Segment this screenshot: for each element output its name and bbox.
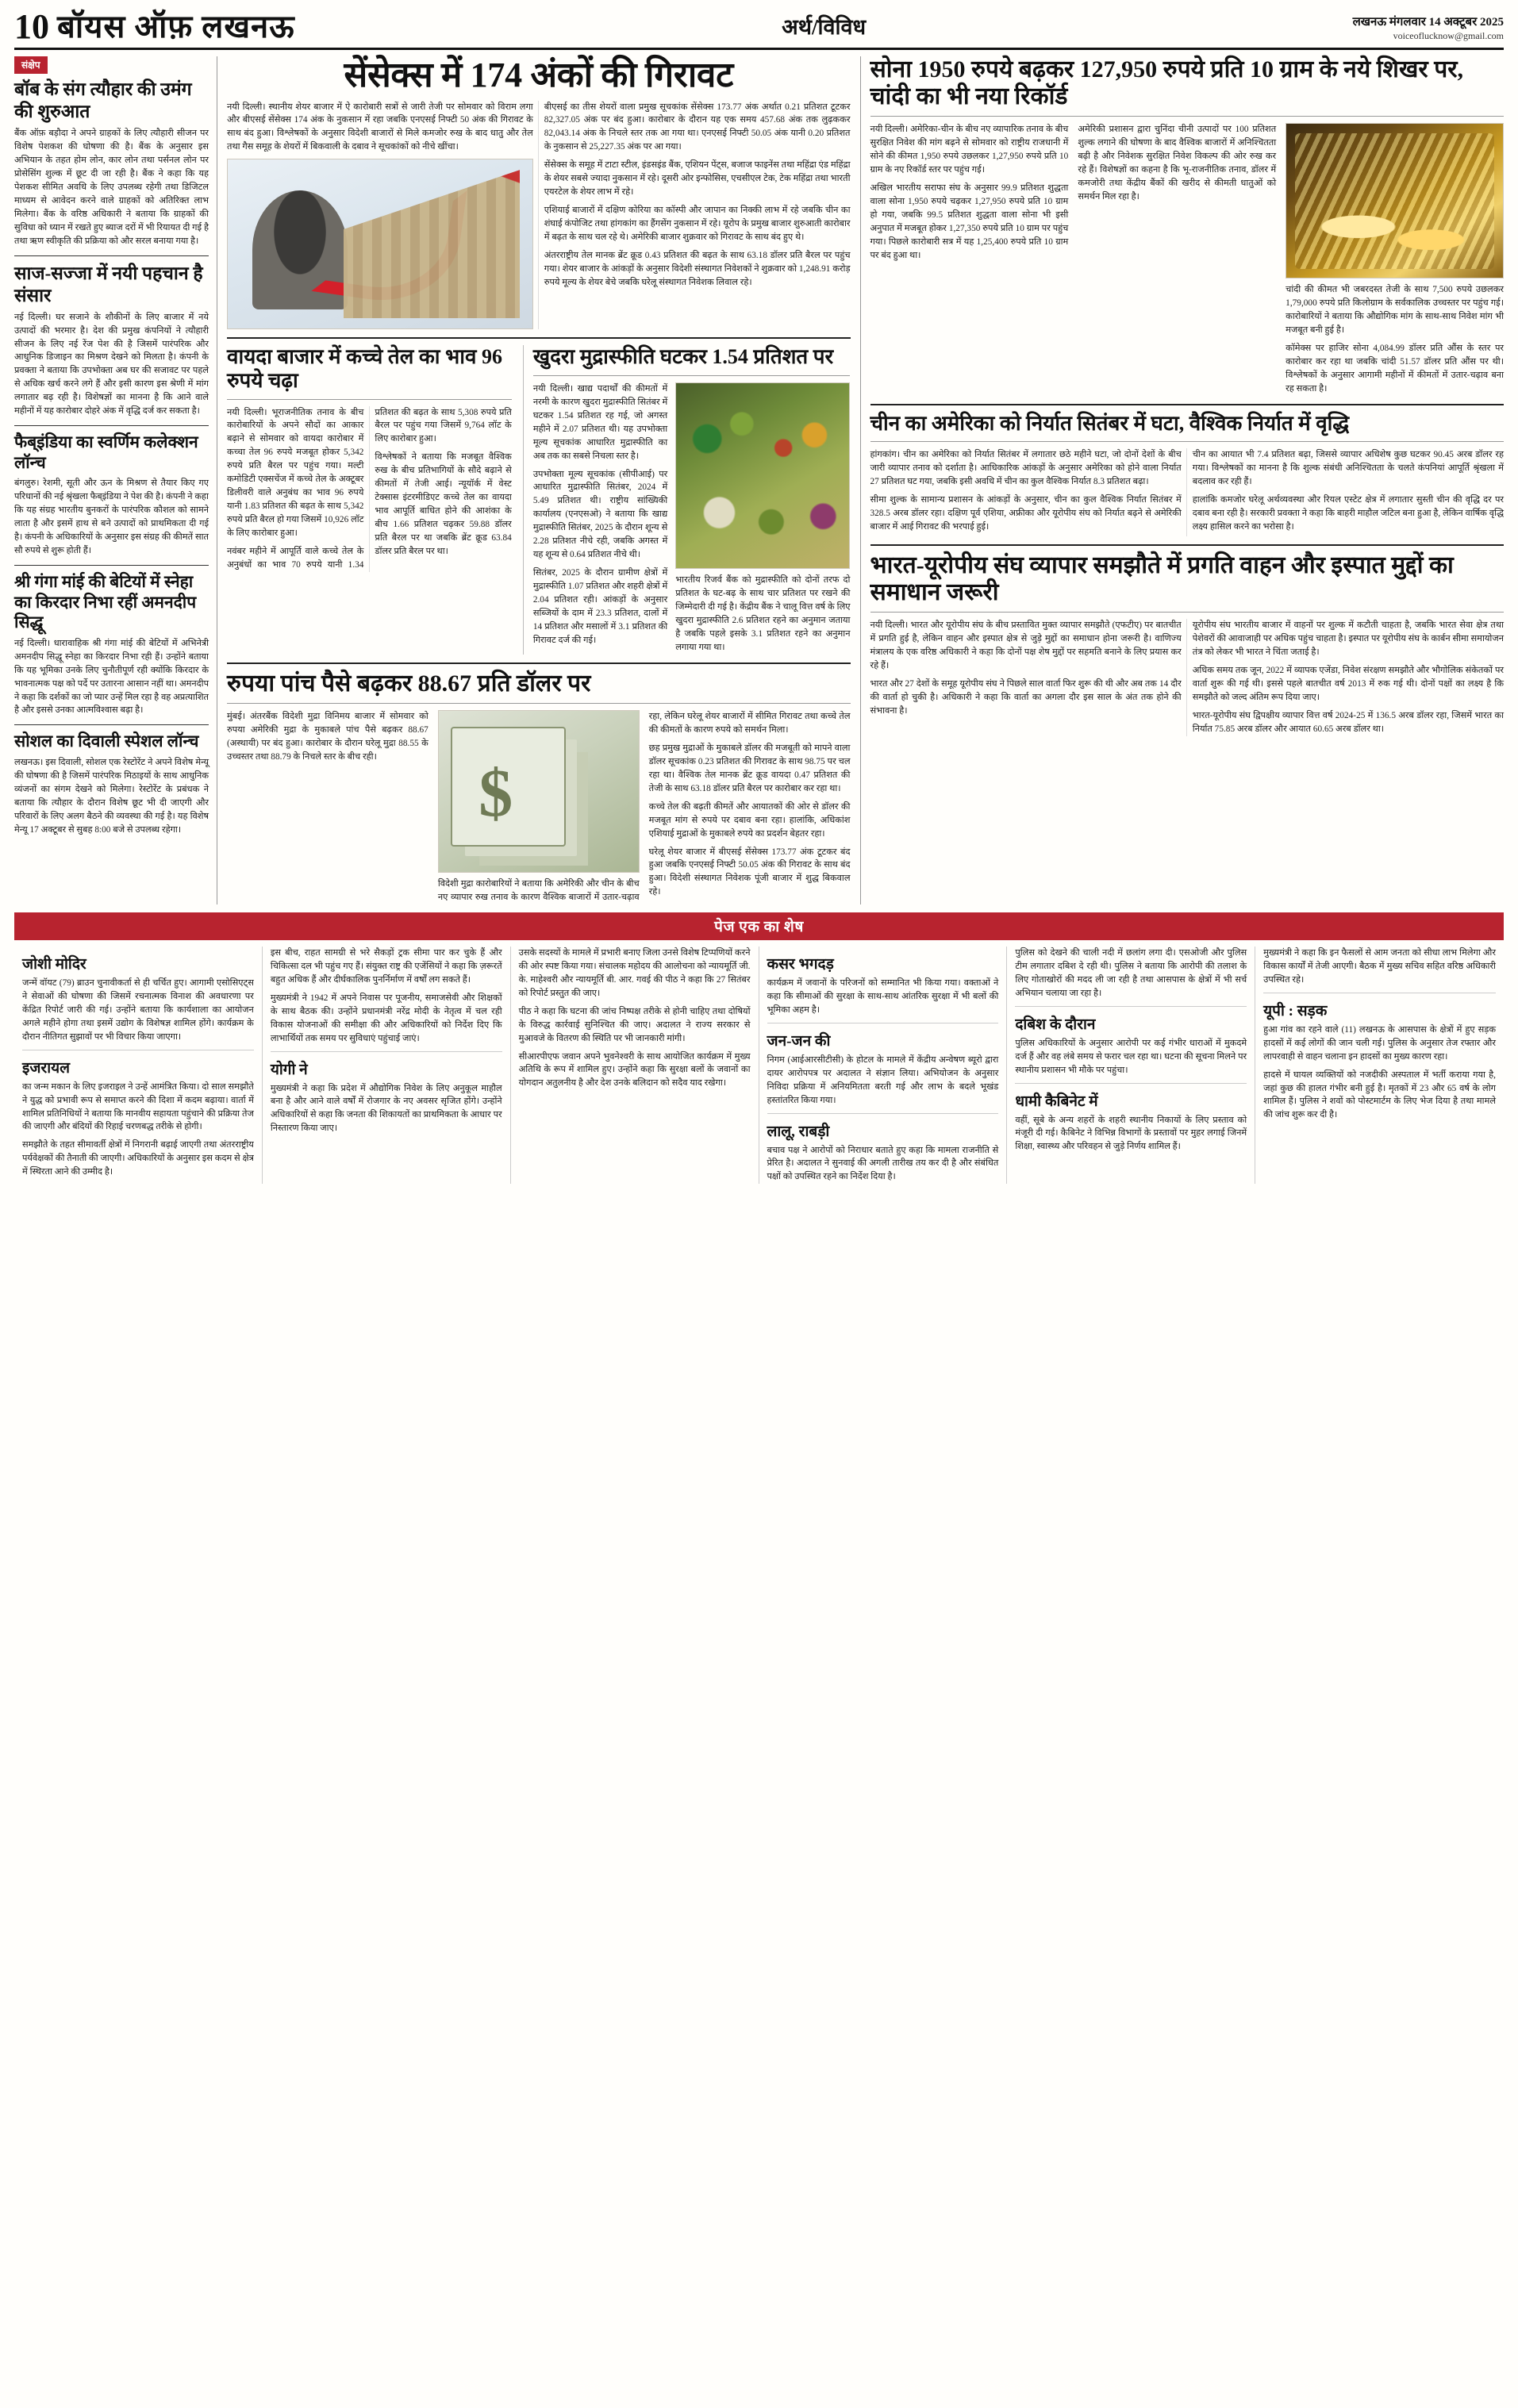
paragraph: इस बीच, राहत सामग्री से भरे सैकड़ों ट्रक सीमा पार कर चुके हैं और चिकित्सा दल भी पहुंच गए हैं। संयुक्त राष्ट्र की एजेंसियों ने कहा कि ज़रूरतें बहुत अधिक हैं और दीर्घकालिक पुनर्निर्माण में वर्षों लग सकते हैं। [270,947,502,985]
paragraph: छह प्रमुख मुद्राओं के मुकाबले डॉलर की मजबूती को मापने वाला डॉलर सूचकांक 0.23 प्रतिशत की गिरावट के साथ 98.75 पर चल रहा था। वैश्विक तेल मानक ब्रेंट क्रूड वायदा 0.47 प्रतिशत की तेजी के साथ 63.18 डॉलर प्रति बैरल पर कारोबार कर रहा था। [648,743,851,793]
jump-col-6 [1255,947,1504,1184]
paragraph: चीन का आयात भी 7.4 प्रतिशत बढ़ा, जिससे व्यापार अधिशेष कुछ घटकर 90.45 अरब डॉलर रह गया। विश्लेषकों का मानना है कि शुल्क संबंधी अनिश्चितता के चलते कंपनियां आपूर्ति श्रृंखला में बदलाव कर रही हैं। [1192,450,1504,487]
story-body [870,619,1505,736]
paragraph: नयी दिल्ली। अमेरिका-चीन के बीच नए व्यापारिक तनाव के बीच सुरक्षित निवेश की मांग बढ़ने से सोमवार को राष्ट्रीय राजधानी में सोने की कीमत 1,950 रुपये उछलकर 1,27,950 रुपये प्रति 10 ग्राम के नए रिकॉर्ड स्तर पर पहुंच गई। [870,125,1069,175]
paragraph: मुख्यमंत्री ने कहा कि प्रदेश में औद्योगिक निवेश के लिए अनुकूल माहौल बना है और आने वाले वर्षों में रोजगार के नए अवसर सृजित होंगे। उन्होंने अधिकारियों से कहा कि जनता की शिकायतों का प्राथमिकता के आधार पर निस्तारण किया जाए। [270,1083,502,1134]
paragraph: कार्यक्रम में जवानों के परिजनों को सम्मानित भी किया गया। वक्ताओं ने कहा कि सीमाओं की सुरक्षा के साथ-साथ आंतरिक सुरक्षा में भी बलों की भूमिका अहम है। [767,977,999,1015]
gold-jewellery-photo [1285,123,1504,278]
paragraph: मुख्यमंत्री ने कहा कि इन फैसलों से आम जनता को सीधा लाभ मिलेगा और विकास कार्यों में तेजी आएगी। बैठक में मुख्य सचिव सहित वरिष्ठ अधिकारी उपस्थित रहे। [1263,947,1496,985]
divider [533,375,851,376]
sidebar-item-body: नई दिल्ली। घर सजाने के शौकीनों के लिए बाजार में नये उत्पादों की भरमार है। देश की प्रमुख कंपनियों ने त्यौहारी सीजन के लिए नई रेंज पेश की है जिसमें पारंपरिक और आधुनिक डिजाइन का मिश्रण देखने को मिलता है। कंपनी के प्रवक्ता ने बताया कि उपभोक्ता अब घर की सजावट पर पहले से अधिक खर्च करने लगे हैं और इसी कारण इस श्रेणी में मांग लगातार बढ़ रही है। विशेषज्ञों का मानना है कि आने वाले महीनों में यह कारोबार दोहरे अंक में वृद्धि दर्ज कर सकता है। [14,312,209,417]
brief-headline: जोशी मोदिर [22,955,86,973]
paragraph: नयी दिल्ली। स्थानीय शेयर बाजार में ऐ कारोबारी सत्रों से जारी तेजी पर सोमवार को विराम लगा और बीएसई सेंसेक्स 174 अंक के नुकसान में रहा जबकि एनएसई निफ्टी 50 अंक की गिरावट के साथ बंद हुआ। विश्लेषकों के अनुसार विदेशी बाजारों से मिले कमजोर रुख के बाद धातु और तेल तथा गैस समूह के शेयरों में बिकवाली के दबाव ने सूचकांकों को नीचे खींचा। [227,102,533,152]
story-inflation [523,345,851,654]
divider [227,399,512,400]
center-column [217,56,861,904]
paragraph: जन्में वॉयट (79) ब्राउन चुनावीकर्ता से ही चर्चित हुए। आगामी एसोसिएट्स ने सेवाओं की घोषणा की जिसमें रचनात्मक विनाश की अवधारणा पर केंद्रित रिपोर्ट जारी की गई। उन्होंने बताया कि कार्यशाला का आयोजन अगले महीने होगा तथा इसमें उद्योग के विशेषज्ञ शामिल होंगे। कार्यक्रम के दौरान नीतिगत सुझावों पर भी विचार किया जाएगा। [22,977,254,1042]
paragraph: चांदी की कीमत भी जबरदस्त तेजी के साथ 7,500 रुपये उछलकर 1,79,000 रुपये प्रति किलोग्राम के सर्वकालिक उच्चस्तर पर पहुंच गई। कारोबारियों ने बताया कि औद्योगिक मांग के साथ-साथ निवेश मांग भी मजबूत बनी हुई है। [1285,285,1504,335]
divider [14,724,209,725]
paragraph: सीमा शुल्क के सामान्य प्रशासन के आंकड़ों के अनुसार, चीन का कुल वैश्विक निर्यात सितंबर में 328.5 अरब डॉलर रहा। दक्षिण पूर्व एशिया, अफ्रीका और यूरोपीय संघ को निर्यात बढ़ने से अमेरिकी बाजार में आई गिरावट की भरपाई हुई। [870,495,1182,532]
divider [767,1113,999,1114]
story-headline: रुपया पांच पैसे बढ़कर 88.67 प्रति डॉलर पर [227,670,591,697]
paragraph: पीठ ने कहा कि घटना की जांच निष्पक्ष तरीके से होनी चाहिए तथा दोषियों के विरुद्ध कार्रवाई सुनिश्चित की जाए। अदालत ने राज्य सरकार से मुआवजे के वितरण की स्थिति पर भी जानकारी मांगी। [518,1006,751,1043]
down-arrow-icon [311,171,467,310]
brief-headline: इजरायल [22,1059,71,1077]
brief-headline: यूपी : सड़क [1263,1002,1328,1020]
paragraph: यूरोपीय संघ भारतीय बाजार में वाहनों पर शुल्क में कटौती चाहता है, जबकि भारत सेवा क्षेत्र तथा पेशेवरों की आवाजाही पर अधिक पहुंच चाहता है। इस्पात पर यूरोपीय संघ के कार्बन सीमा समायोजन तंत्र को लेकर भी भारत ने चिंता जताई है। [1192,620,1504,657]
divider [14,255,209,256]
sidebar-item-body: बंगलुरु। रेशमी, सूती और ऊन के मिश्रण से तैयार किए गए परिधानों की नई श्रृंखला फैब्इंडिया ने पेश की है। कंपनी ने कहा कि यह संग्रह भारतीय बुनकरों के पारंपरिक कौशल को सामने लाता है और इसमें हाथ से बने उत्पादों को प्राथमिकता दी गई है। कंपनी के अधिकारियों के अनुसार इस संग्रह की कीमतें सात सौ रुपये से शुरू होती हैं। [14,478,209,556]
paragraph: भारतीय रिजर्व बैंक को मुद्रास्फीति को दोनों तरफ दो प्रतिशत के घट-बढ़ के साथ चार प्रतिशत पर रखने की जिम्मेदारी दी गई है। केंद्रीय बैंक ने चालू वित्त वर्ष के लिए खुदरा मुद्रास्फीति 2.6 प्रतिशत रहने का अनुमान जताया है जबकि पहले इसके 3.1 प्रतिशत रहने का अनुमान लगाया गया था। [675,574,851,652]
paragraph: भारत-यूरोपीय संघ द्विपक्षीय व्यापार वित्त वर्ष 2024-25 में 136.5 अरब डॉलर रहा, जिसमें भारत का निर्यात 75.85 अरब डॉलर और आयात 60.65 अरब डॉलर था। [1192,710,1504,734]
divider [227,662,851,664]
brief-headline: धामी कैबिनेट में [1015,1093,1098,1110]
story-china [870,412,1505,536]
paragraph: एशियाई बाजारों में दक्षिण कोरिया का कॉस्पी और जापान का निक्की लाभ में रहे जबकि चीन का शंघाई कंपोजिट तथा हांगकांग का हैंगसेंग नुकसान में रहे। यूरोप के प्रमुख बाजार शुरुआती कारोबार में बढ़त के साथ चल रहे थे। अमेरिकी बाजार शुक्रवार को गिरावट के साथ बंद हुए थे। [544,205,851,242]
publication-title: बॉयस ऑफ़ लखनऊ [57,9,295,44]
jump-col-4 [759,947,1008,1184]
story-sensex [227,56,851,329]
paragraph: सीआरपीएफ जवान अपने भुवनेश्वरी के साथ आयोजित कार्यक्रम में मुख्य अतिथि के रूप में शामिल हुए। उन्होंने कहा कि सुरक्षा बलों के जवानों का योगदान अतुलनीय है और देश उनके बलिदान को सदैव याद रखेगा। [518,1051,751,1089]
paragraph: सेंसेक्स के समूह में टाटा स्टील, इंडसइंड बैंक, एशियन पेंट्स, बजाज फाइनेंस तथा महिंद्रा एंड महिंद्रा के शेयर सबसे ज्यादा नुकसान में रहे। दूसरी ओर इन्फोसिस, एचसीएल टेक, टेक महिंद्रा तथा भारती एयरटेल के शेयर लाभ में रहे। [544,160,851,198]
story-body [227,406,512,572]
divider [271,1051,502,1052]
divider [870,116,1505,117]
paragraph: मुंबई। अंतरबैंक विदेशी मुद्रा विनिमय बाजार में सोमवार को रुपया अमेरिकी मुद्रा के मुकाबले पांच पैसे बढ़कर 88.67 (अस्थायी) पर बंद हुआ। कारोबार के दौरान घरेलू मुद्रा 88.55 के उच्चस्तर तथा 88.79 के निचले स्तर के बीच रही। [227,712,428,762]
sidebar-item-headline: फैब्इंडिया का स्वर्णिम कलेक्शन लॉन्च [14,432,198,472]
sidebar-item-1 [14,263,209,419]
paragraph: बीएसई का तीस शेयरों वाला प्रमुख सूचकांक सेंसेक्स 173.77 अंक अर्थात 0.21 प्रतिशत टूटकर 82,327.05 अंक पर बंद हुआ। कारोबार के दौरान यह एक समय 457.68 अंक तक लुढ़ककर 82,043.14 अंक के निचले स्तर तक आ गया था। एनएसई निफ्टी 50.05 अंक यानी 0.20 प्रतिशत के नुकसान से 25,227.35 अंक पर आ गया। [544,102,851,152]
masthead [14,7,1504,50]
paragraph: पुलिस को देखने की चाली नदी में छलांग लगा दी। एसओजी और पुलिस टीम लगातार दबिश दे रही थी। पुलिस ने बताया कि आरोपी की तलाश के लिए गोताखोरों की मदद ली जा रही है तथा आसपास के क्षेत्रों में भी सर्च अभियान चलाया जा रहा है। [1015,947,1247,998]
divider [1015,1006,1247,1007]
paragraph: समझौते के तहत सीमावर्ती क्षेत्रों में निगरानी बढ़ाई जाएगी तथा अंतरराष्ट्रीय पर्यवेक्षकों की तैनाती की जाएगी। अधिकारियों के अनुसार इस कदम से क्षेत्र में स्थिरता आने की उम्मीद है। [22,1140,254,1177]
jump-col-3 [511,947,759,1184]
paragraph: अंतरराष्ट्रीय तेल मानक ब्रेंट क्रूड 0.43 प्रतिशत की बढ़त के साथ 63.18 डॉलर प्रति बैरल पर पहुंच गया। शेयर बाजार के आंकड़ों के अनुसार विदेशी संस्थागत निवेशकों ने शुक्रवार को 1,248.91 करोड़ रुपये मूल्य के शेयर बेचे जबकि घरेलू संस्थागत निवेशक लिवाल रहे। [544,250,851,287]
story-headline: सेंसेक्स में 174 अंकों की गिरावट [344,56,733,94]
contact-email: voiceoflucknow@gmail.com [1393,30,1504,42]
paragraph: अधिक समय तक जून, 2022 में व्यापक एजेंडा, निवेश संरक्षण समझौते और भौगोलिक संकेतकों पर वार्ता शुरू की गई थी। इससे पहले बातचीत वर्ष 2013 में रुक गई थी। दोनों पक्षों का लक्ष्य है कि समझौते को जल्द अंतिम रूप दिया जाए। [1192,665,1504,702]
top-section [14,56,1504,904]
story-headline: वायदा बाजार में कच्चे तेल का भाव 96 रुपये चढ़ा [227,345,502,392]
divider [870,544,1505,546]
paragraph: सितंबर, 2025 के दौरान ग्रामीण क्षेत्रों में मुद्रास्फीति 1.07 प्रतिशत और शहरी क्षेत्रों में 2.04 प्रतिशत रही। आंकड़ों के अनुसार सब्जियों के दाम में 23.3 प्रतिशत, दालों में 14 प्रतिशत और मसालों में 3.1 प्रतिशत की गिरावट दर्ज की गई। [532,568,668,645]
second-row [227,345,851,654]
paragraph: कॉमेक्स पर हाजिर सोना 4,084.99 डॉलर प्रति औंस के स्तर पर कारोबार कर रहा था जबकि चांदी 51.57 डॉलर प्रति औंस पर थी। विश्लेषकों के अनुसार आगामी महीनों में कीमतों में उतार-चढ़ाव बना रह सकता है। [1285,343,1504,394]
paragraph: मुख्यमंत्री ने 1942 में अपने निवास पर पूजनीय, समाजसेवी और शिक्षकों के साथ बैठक की। उन्होंने प्रधानमंत्री नरेंद्र मोदी के नेतृत्व में चल रही विकास योजनाओं की समीक्षा की और अधिकारियों को निर्देश दिए कि लाभार्थियों तक समय पर सुविधाएं पहुंचाई जाएं। [270,993,502,1043]
sidebar-item-headline: सोशल का दिवाली स्पेशल लॉन्च [14,732,199,751]
section-banner: पेज एक का शेष [14,912,1504,940]
brief-headline: योगी ने [270,1061,308,1078]
paragraph: अखिल भारतीय सराफा संघ के अनुसार 99.9 प्रतिशत शुद्धता वाला सोना 1,950 रुपये चढ़कर 1,27,950 रुपये प्रति 10 ग्राम हो गया, जबकि 99.5 प्रतिशत शुद्धता वाला सोना भी इसी अनुपात में मजबूत होकर 1,27,350 रुपये प्रति 10 ग्राम पर पहुंच गया। पिछले कारोबारी सत्र में यह 1,25,400 रुपये प्रति 10 ग्राम पर बंद हुआ था। [870,182,1069,260]
brief-headline: लालू, राबड़ी [767,1123,830,1140]
paragraph: नयी दिल्ली। खाद्य पदार्थों की कीमतों में नरमी के कारण खुदरा मुद्रास्फीति सितंबर में घटकर 1.54 प्रतिशत रह गई, जो अगस्त महीने में 2.07 प्रतिशत थी। यह उपभोक्ता मूल्य सूचकांक आधारित मुद्रास्फीति का अब तक का सबसे निचला स्तर है। [532,383,668,461]
date-line: लखनऊ मंगलवार 14 अक्टूबर 2025 [1352,15,1504,29]
divider [14,425,209,426]
paragraph: उपभोक्ता मूल्य सूचकांक (सीपीआई) पर आधारित मुद्रास्फीति सितंबर, 2024 में 5.49 प्रतिशत थी। राष्ट्रीय सांख्यिकी कार्यालय (एनएसओ) ने बताया कि खाद्य मुद्रास्फीति सितंबर, 2025 के दौरान शून्य से 2.28 प्रतिशत नीचे रही, जबकि अगस्त में यह शून्य से 0.64 प्रतिशत नीचे थी। [532,469,668,560]
story-body [870,123,1505,396]
paragraph: का जन्म मकान के लिए इजराइल ने उन्हें आमंत्रित किया। दो साल समझौते ने युद्ध को प्रभावी रूप से समाप्त करने की दिशा में कदम बढ़ाया। वार्ता में शामिल प्रतिनिधियों ने बताया कि मानवीय सहायता पहुंचाने की प्रक्रिया तेज की जाएगी और बंदियों की रिहाई चरणबद्ध तरीके से होगी। [22,1081,254,1132]
jump-col-1 [14,947,263,1184]
paragraph: नयी दिल्ली। भूराजनीतिक तनाव के बीच कारोबारियों के अपने सौदों का आकार बढ़ाने से सोमवार को वायदा कारोबार में कच्चा तेल 96 रुपये मजबूत होकर 5,342 रुपये प्रति बैरल पर पहुंच गया। मल्टी कमोडिटी एक्सचेंज में कच्चे तेल के अक्टूबर डिलीवरी वाले अनुबंध का भाव 96 रुपये यानी 1.83 प्रतिशत की बढ़त के साथ 5,342 रुपये प्रति बैरल हो गया जिसमें 10,926 लॉट के लिए कारोबार हुआ। [227,407,364,538]
paragraph: बचाव पक्ष ने आरोपों को निराधार बताते हुए कहा कि मामला राजनीति से प्रेरित है। अदालत ने सुनवाई की अगली तारीख तय कर दी है और संबंधित पक्षों को उपस्थित रहने का निर्देश दिया है। [767,1145,999,1182]
story-rupee [227,670,851,904]
story-headline: भारत-यूरोपीय संघ व्यापार समझौते में प्रगति वाहन और इस्पात मुद्दों का समाधान जरूरी [870,551,1454,605]
divider [870,404,1505,405]
story-crude [227,345,512,654]
sidebar-item-headline: साज-सज्जा में नयी पहचान है संसार [14,263,203,305]
paragraph: उसके सदस्यों के मामले में प्रभारी बनाए जिला उनसे विशेष टिप्पणियों करने की ओर स्पष्ट किया गया। संचालक महोदय की आलोचना को न्यायमूर्ति जी. के. माहेश्वरी और न्यायमूर्ति बी. आर. गवई की पीठ ने कहा कि 27 सितंबर को रिपोर्ट प्रस्तुत की जाए। [518,947,751,998]
vegetable-market-photo [675,382,850,569]
paragraph: अमेरिकी प्रशासन द्वारा चुनिंदा चीनी उत्पादों पर 100 प्रतिशत शुल्क लगाने की घोषणा के बाद वैश्विक बाजारों में अनिश्चितता बढ़ी है और निवेशक सुरक्षित निवेश विकल्प की ओर रुख कर रहे हैं। विशेषज्ञों का कहना है कि भू-राजनीतिक तनाव, डॉलर में कमजोरी तथा केंद्रीय बैंकों की खरीद से कीमती धातुओं को समर्थन मिल रहा है। [1078,125,1277,202]
section-title: अर्थ/विविध [782,15,867,39]
sidebar-tag: संक्षेप [14,56,48,74]
story-headline: खुदरा मुद्रास्फीति घटकर 1.54 प्रतिशत पर [532,345,834,369]
jump-section [14,947,1504,1184]
masthead-left [14,7,295,47]
paragraph: नवंबर महीने में आपूर्ति वाले कच्चे तेल के अनुबंधों का भाव 70 रुपये यानी 1.34 प्रतिशत की बढ़त के साथ 5,308 रुपये प्रति बैरल पर पहुंच गया जिसमें 9,764 लॉट के लिए कारोबार हुआ। [227,407,512,570]
masthead-right [1353,15,1504,43]
sidebar-item-0 [14,79,209,248]
jump-col-2 [263,947,511,1184]
paragraph: विदेशी मुद्रा कारोबारियों ने बताया कि अमेरिकी और चीन के बीच नए व्यापार रुख तनाव के कारण वैश्विक बाजारों में उतार-चढ़ाव रहा, लेकिन घरेलू शेयर बाजारों में सीमित गिरावट तथा कच्चे तेल की कीमतों के कारण रुपये को समर्थन मिला। [437,712,851,903]
paragraph: वहीं, सूबे के अन्य शहरों के शहरी स्थानीय निकायों के लिए प्रस्ताव को मंजूरी दी गई। कैबिनेट ने विभिन्न विभागों के प्रस्तावों पर मुहर लगाई जिनमें शिक्षा, स्वास्थ्य और परिवहन से जुड़े निर्णय शामिल हैं। [1015,1115,1247,1152]
dollar-note-photo [438,710,640,873]
paragraph: विश्लेषकों ने बताया कि मजबूत वैश्विक रुख के बीच प्रतिभागियों के सौदे बढ़ाने से कीमतों में तेजी आई। न्यूयॉर्क में वेस्ट टेक्सास इंटरमीडिएट कच्चे तेल का वायदा भाव आपूर्ति बाधित होने की आशंका के बीच 1.66 प्रतिशत चढ़कर 59.88 डॉलर प्रति बैरल पर था जबकि ब्रेंट क्रूड 63.84 डॉलर प्रति बैरल पर था। [375,452,512,556]
sidebar-item-4 [14,732,209,836]
story-headline: सोना 1950 रुपये बढ़कर 127,950 रुपये प्रति 10 ग्राम के नये शिखर पर, चांदी का भी नया रिकॉर्ड [870,56,1464,109]
paragraph: हांगकांग। चीन का अमेरिका को निर्यात सितंबर में लगातार छठे महीने घटा, जो दोनों देशों के बीच जारी व्यापार तनाव को दर्शाता है। आधिकारिक आंकड़ों के अनुसार अमेरिका को होने वाला निर्यात 27 प्रतिशत घट गया, जबकि इसी अवधि में चीन का कुल वैश्विक निर्यात 8.3 प्रतिशत बढ़ा। [870,450,1182,487]
sidebar-item-body: नई दिल्ली। धारावाहिक श्री गंगा मांई की बेटियों में अभिनेत्री अमनदीप सिद्धू स्नेहा का किरदार निभा रही हैं। उन्होंने बताया कि यह भूमिका उनके लिए चुनौतीपूर्ण रही क्योंकि किरदार के भावनात्मक पक्ष को पर्दे पर उतारना आसान नहीं था। अमनदीप ने कहा कि दर्शकों का जो प्यार उन्हें मिल रहा है वह अप्रत्याशित है और इससे उनका आत्मविश्वास बढ़ा है। [14,638,209,716]
paragraph: कच्चे तेल की बढ़ती कीमतें और आयातकों की ओर से डॉलर की मजबूत मांग से रुपये पर दबाव बना रहा। हालांकि, अधिकांश एशियाई मुद्राओं के मुकाबले रुपये का प्रदर्शन बेहतर रहा। [648,801,851,839]
paragraph: पुलिस अधिकारियों के अनुसार आरोपी पर कई गंभीर धाराओं में मुकदमे दर्ज हैं और वह लंबे समय से फरार चल रहा था। घटना की सूचना मिलने पर स्थानीय प्रशासन भी मौके पर पहुंचा। [1015,1038,1247,1075]
sidebar-item-body: लखनऊ। इस दिवाली, सोशल एक रेस्टोरेंट ने अपने विशेष मेन्यू की घोषणा की है जिसमें पारंपरिक मिठाइयों के साथ आधुनिक व्यंजनों का संगम देखने को मिलेगा। रेस्टोरेंट के प्रबंधक ने बताया कि त्यौहार के दौरान विशेष छूट भी दी जाएगी और परिवारों के लिए अलग बैठने की व्यवस्था की गई है। यह विशेष मेन्यू 17 अक्टूबर से सुबह 8:00 बजे से उपलब्ध रहेगा। [14,758,209,835]
paragraph: भारत और 27 देशों के समूह यूरोपीय संघ ने पिछले साल वार्ता फिर शुरू की थी और अब तक 14 दौर की वार्ता हो चुकी है। अधिकारी ने कहा कि वार्ता का अगला दौर इस साल के अंत तक होने की संभावना है। [870,678,1182,716]
paragraph: हादसे में घायल व्यक्तियों को नजदीकी अस्पताल में भर्ती कराया गया है, जहां कुछ की हालत गंभीर बनी हुई है। मृतकों में 23 और 65 वर्ष के लोग शामिल हैं। पुलिस ने शवों को पोस्टमार्टम के लिए भेज दिया है तथा मामले की जांच शुरू कर दी है। [1263,1070,1496,1120]
right-column [861,56,1505,904]
story-body [870,448,1505,536]
brief-sidebar [14,56,217,904]
sidebar-item-headline: बॉब के संग त्यौहार की उमंग की शुरुआत [14,79,192,122]
divider [870,612,1505,613]
brief-headline: जन-जन की [767,1032,831,1050]
paragraph: नयी दिल्ली। भारत और यूरोपीय संघ के बीच प्रस्तावित मुक्त व्यापार समझौते (एफटीए) पर बातचीत में प्रगति हुई है, लेकिन वाहन और इस्पात क्षेत्र से जुड़े मुद्दों का समाधान होना जरूरी है। वाणिज्य मंत्रालय के एक वरिष्ठ अधिकारी ने कहा कि दोनों पक्ष शेष मुद्दों पर सहमति बनाने के लिए प्रयास कर रहे हैं। [870,620,1182,670]
sidebar-item-headline: श्री गंगा मांई की बेटियों में स्नेहा का किरदार निभा रहीं अमनदीप सिद्धू [14,571,197,632]
divider [227,703,851,704]
brief-headline: कसर भगदड़ [767,955,834,973]
story-eu [870,552,1505,736]
story-headline: चीन का अमेरिका को निर्यात सितंबर में घटा, वैश्विक निर्यात में वृद्धि [870,411,1350,435]
sensex-photo [227,159,533,329]
paragraph: हुआ गांव का रहने वाले (11) लखनऊ के आसपास के क्षेत्रों में हुए सड़क हादसों में कई लोगों की जान चली गई। पुलिस के अनुसार तेज रफ्तार और लापरवाही से वाहन चलाना इन हादसों का मुख्य कारण रहा। [1263,1024,1496,1062]
brief-headline: दबिश के दौरान [1015,1016,1096,1033]
paragraph: निगम (आईआरसीटीसी) के होटल के मामले में केंद्रीय अन्वेषण ब्यूरो द्वारा दायर आरोपपत्र पर अदालत ने संज्ञान लिया। अभियोजन के अनुसार निविदा प्रक्रिया में अनियमितता बरती गई और लाभ के बदले भूखंड हस्तांतरित किया गया। [767,1054,999,1105]
sidebar-item-3 [14,572,209,717]
story-body [227,710,851,904]
paragraph: हालांकि कमजोर घरेलू अर्थव्यवस्था और रियल एस्टेट क्षेत्र में लगातार सुस्ती चीन की वृद्धि दर पर दबाव बना रही है। सरकारी प्रवक्ता ने कहा कि बाहरी माहौल जटिल बना हुआ है, लेकिन वार्षिक वृद्धि लक्ष्य हासिल करने का भरोसा है। [1192,495,1504,532]
story-body [227,101,851,330]
divider [227,337,851,339]
sidebar-item-2 [14,432,209,558]
jump-col-5 [1007,947,1255,1184]
divider [14,565,209,566]
paragraph: घरेलू शेयर बाजार में बीएसई सेंसेक्स 173.77 अंक टूटकर बंद हुआ जबकि एनएसई निफ्टी 50.05 अंक की गिरावट के साथ बंद हुआ। विदेशी संस्थागत निवेशक पूंजी बाजार में शुद्ध बिकवाल रहे। [648,847,851,897]
page-number: 10 [14,7,49,47]
story-gold [870,56,1505,396]
divider [1015,1083,1247,1084]
divider [870,441,1505,442]
sidebar-item-body: बैंक ऑफ़ बड़ौदा ने अपने ग्राहकों के लिए त्यौहारी सीजन पर विशेष पेशकश की घोषणा की है। बैंक के अनुसार इस अभियान के तहत होम लोन, कार लोन तथा पर्सनल लोन पर प्रोसेसिंग शुल्क में छूट दी जा रही है। बैंक ने कहा कि यह पेशकश सीमित अवधि के लिए उपलब्ध रहेगी तथा डिजिटल माध्यम से आवेदन करने वाले ग्राहकों को अतिरिक्त लाभ मिलेगा। बैंक के वरिष्ठ अधिकारी ने बताया कि ग्राहकों की सुविधा को ध्यान में रखते हुए ब्याज दरों में भी रियायत दी गई है तथा ऋण स्वीकृति की प्रक्रिया को और सरल बनाया गया है। [14,129,209,246]
